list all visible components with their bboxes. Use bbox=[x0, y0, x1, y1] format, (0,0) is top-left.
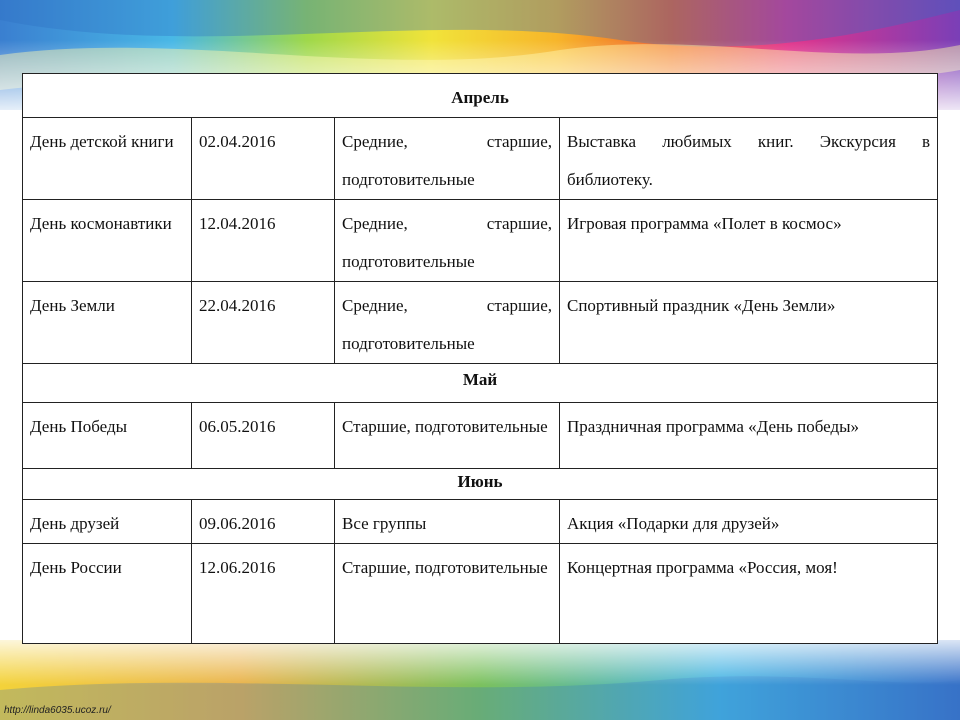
event-groups-cell: Средние, старшие, подготовительные bbox=[335, 118, 560, 200]
table-row bbox=[23, 403, 938, 469]
event-activity-cell: Выставка любимых книг. Экскурсия в библиотеку. bbox=[560, 118, 938, 200]
event-name-cell: День детской книги bbox=[23, 118, 192, 200]
month-header-april: Апрель bbox=[23, 74, 938, 118]
event-date-cell: 09.06.2016 bbox=[192, 500, 335, 544]
event-groups-cell: Средние, старшие, подготовительные bbox=[335, 282, 560, 364]
event-name-cell: День России bbox=[23, 544, 192, 644]
table-row bbox=[23, 282, 938, 364]
footer-url-link[interactable]: http://linda6035.ucoz.ru/ bbox=[4, 705, 111, 716]
table-row bbox=[23, 118, 938, 200]
event-date-cell: 12.06.2016 bbox=[192, 544, 335, 644]
event-groups-cell: Все группы bbox=[335, 500, 560, 544]
event-groups-cell: Старшие, подготовительные bbox=[335, 403, 560, 469]
month-header-row bbox=[23, 469, 938, 500]
month-header-row bbox=[23, 74, 938, 118]
events-schedule-table bbox=[22, 73, 938, 644]
month-header-row bbox=[23, 364, 938, 403]
event-name-cell: День космонавтики bbox=[23, 200, 192, 282]
event-groups-cell: Средние, старшие, подготовительные bbox=[335, 200, 560, 282]
month-header-may: Май bbox=[23, 364, 938, 403]
event-groups-cell: Старшие, подготовительные bbox=[335, 544, 560, 644]
event-date-cell: 02.04.2016 bbox=[192, 118, 335, 200]
event-name-cell: День друзей bbox=[23, 500, 192, 544]
event-activity-cell: Спортивный праздник «День Земли» bbox=[560, 282, 938, 364]
event-activity-cell: Игровая программа «Полет в космос» bbox=[560, 200, 938, 282]
event-name-cell: День Победы bbox=[23, 403, 192, 469]
event-activity-cell: Акция «Подарки для друзей» bbox=[560, 500, 938, 544]
event-date-cell: 12.04.2016 bbox=[192, 200, 335, 282]
table-row bbox=[23, 500, 938, 544]
month-header-june: Июнь bbox=[23, 469, 938, 500]
event-date-cell: 22.04.2016 bbox=[192, 282, 335, 364]
table-row bbox=[23, 200, 938, 282]
event-name-cell: День Земли bbox=[23, 282, 192, 364]
event-activity-cell: Праздничная программа «День победы» bbox=[560, 403, 938, 469]
event-date-cell: 06.05.2016 bbox=[192, 403, 335, 469]
table-row bbox=[23, 544, 938, 644]
event-activity-cell: Концертная программа «Россия, моя! bbox=[560, 544, 938, 644]
